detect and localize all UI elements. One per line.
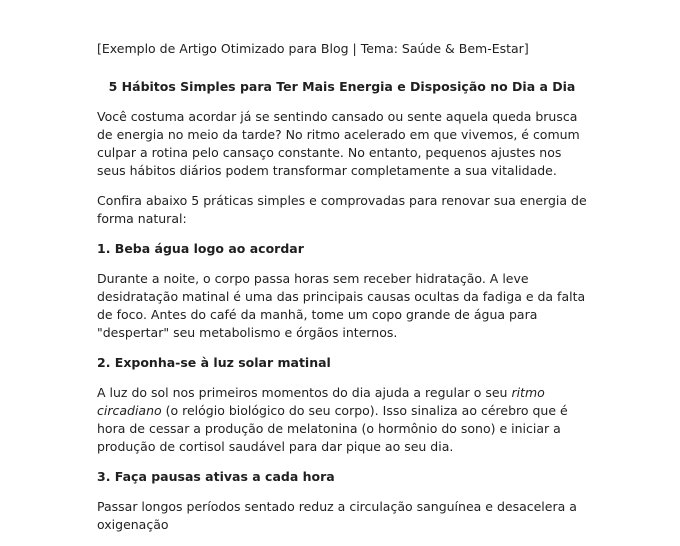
section-heading: 2. Exponha-se à luz solar matinal (97, 355, 331, 370)
section-heading: 1. Beba água logo ao acordar (97, 241, 304, 256)
intro-paragraph: Confira abaixo 5 práticas simples e comprovadas para renovar sua energia de forma natural: (97, 193, 587, 226)
article-title: 5 Hábitos Simples para Ter Mais Energia e Disposição no Dia a Dia (108, 79, 576, 94)
section-paragraph: Durante a noite, o corpo passa horas sem receber hidratação. A leve desidratação matinal é uma das principais causas ocultas da fadiga e da falta de foco. Antes do café da manhã, tome um copo grande de água para "despertar" seu metabolismo e órgãos internos. (97, 271, 586, 340)
header-note: [Exemplo de Artigo Otimizado para Blog | Tema: Saúde & Bem-Estar] (97, 41, 529, 56)
article-body (97, 40, 587, 546)
section-paragraph (97, 384, 587, 456)
emphasized-term: ritmo circadiano (97, 385, 545, 418)
section-text: (o relógio biológico do seu corpo). Isso sinaliza ao cérebro que é hora de cessar a produção de melatonina (o hormônio do sono) e iniciar a produção de cortisol saudável para dar pique ao seu dia. (97, 403, 568, 454)
section-text: A luz do sol nos primeiros momentos do dia ajuda a regular o seu (97, 385, 512, 400)
section-paragraph: Passar longos períodos sentado reduz a circulação sanguínea e desacelera a oxigenação (97, 499, 577, 532)
section-heading: 3. Faça pausas ativas a cada hora (97, 469, 335, 484)
intro-paragraph: Você costuma acordar já se sentindo cansado ou sente aquela queda brusca de energia no meio da tarde? No ritmo acelerado em que vivemos, é comum culpar a rotina pelo cansaço constante. No entanto, pequenos ajustes nos seus hábitos diários podem transformar completamente a sua vitalidade. (97, 109, 580, 178)
